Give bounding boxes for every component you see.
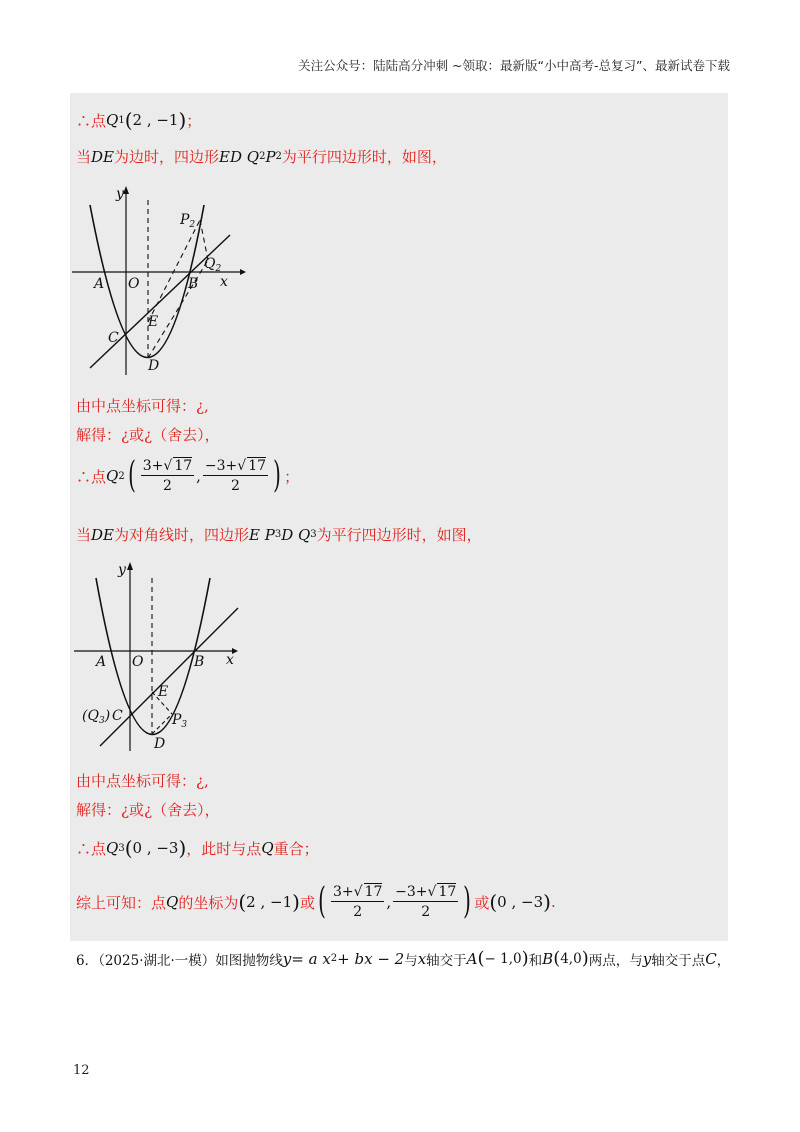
label-x: x (220, 274, 228, 290)
dashed-p2q2 (200, 220, 208, 260)
label-o: O (128, 276, 140, 292)
page-number: 12 (73, 1063, 90, 1078)
label-e: E (158, 684, 169, 700)
label-o: O (132, 654, 144, 670)
solution-line-q3: ∴点 Q 3 ( 0 , −3 ) ，此时与点 Q 重合； (76, 836, 319, 860)
solution-line-q2: ∴点 Q 2 ( $\frac{3+√ 17}{2}$ , $\frac{-3+√ 17}{2}$ ) ； (76, 455, 300, 496)
label-d: D (154, 736, 166, 752)
label-q2: $Q_2$ (204, 256, 222, 274)
solution-line-summary: 综上可知：点 Q 的坐标为 ( 2 , −1 ) 或 ( $\frac{3+√ 17}{2}$ , $\frac{-3+√ 17}{2}$ ) 或 ( 0 , −3 ) . (76, 881, 556, 922)
solution-line-solve-2: 解得：¿或¿（舍去）， (76, 801, 220, 819)
label-y: y (118, 562, 126, 578)
label-c: C (112, 708, 123, 724)
label-q3: $(Q_3)$ (82, 708, 111, 726)
label-p2: $P_2$ (180, 212, 196, 230)
label-b: B (194, 654, 205, 670)
solution-line-midpoint-1: 由中点坐标可得：¿, (76, 397, 209, 415)
x-axis-arrow (240, 269, 246, 275)
label-a: A (94, 276, 105, 292)
figure-2-parabola (70, 556, 250, 756)
label-x: x (226, 652, 234, 668)
solution-line-q1: ∴点 Q 1 ( 2 , −1 ) ； (76, 108, 202, 132)
label-a: A (96, 654, 107, 670)
solution-line-case-edge: 当 DE 为边时，四边形 ED Q 2 P 2 为平行四边形时，如图， (76, 147, 447, 166)
solution-line-solve-1: 解得：¿或¿（舍去）， (76, 426, 220, 444)
label-d: D (148, 358, 160, 374)
problem-6-statement: 6．（2025·湖北·一模）如图抛物线 y = a x 2 + bx − 2 与 x 轴交于 A ( − 1,0 ) 和 B ( 4,0 ) 两点，与 y 轴交于点 C ， (76, 948, 731, 969)
line-bc (100, 608, 238, 746)
dashed-dq2 (148, 260, 208, 358)
label-e: E (148, 314, 159, 330)
solution-line-midpoint-2: 由中点坐标可得：¿, (76, 772, 209, 790)
label-y: y (116, 186, 124, 202)
label-c: C (108, 330, 119, 346)
page-header: 关注公众号：陆陆高分冲刺 ~领取：最新版“小中高考-总复习”、最新试卷下载 (298, 58, 730, 73)
label-p3: $P_3$ (172, 712, 188, 730)
solution-line-case-diagonal: 当 DE 为对角线时，四边形 E P 3 D Q 3 为平行四边形时，如图， (76, 525, 482, 544)
figure-1-parabola (70, 180, 250, 380)
line-bc (90, 235, 230, 368)
label-b: B (188, 276, 199, 292)
y-axis-arrow (127, 562, 133, 570)
